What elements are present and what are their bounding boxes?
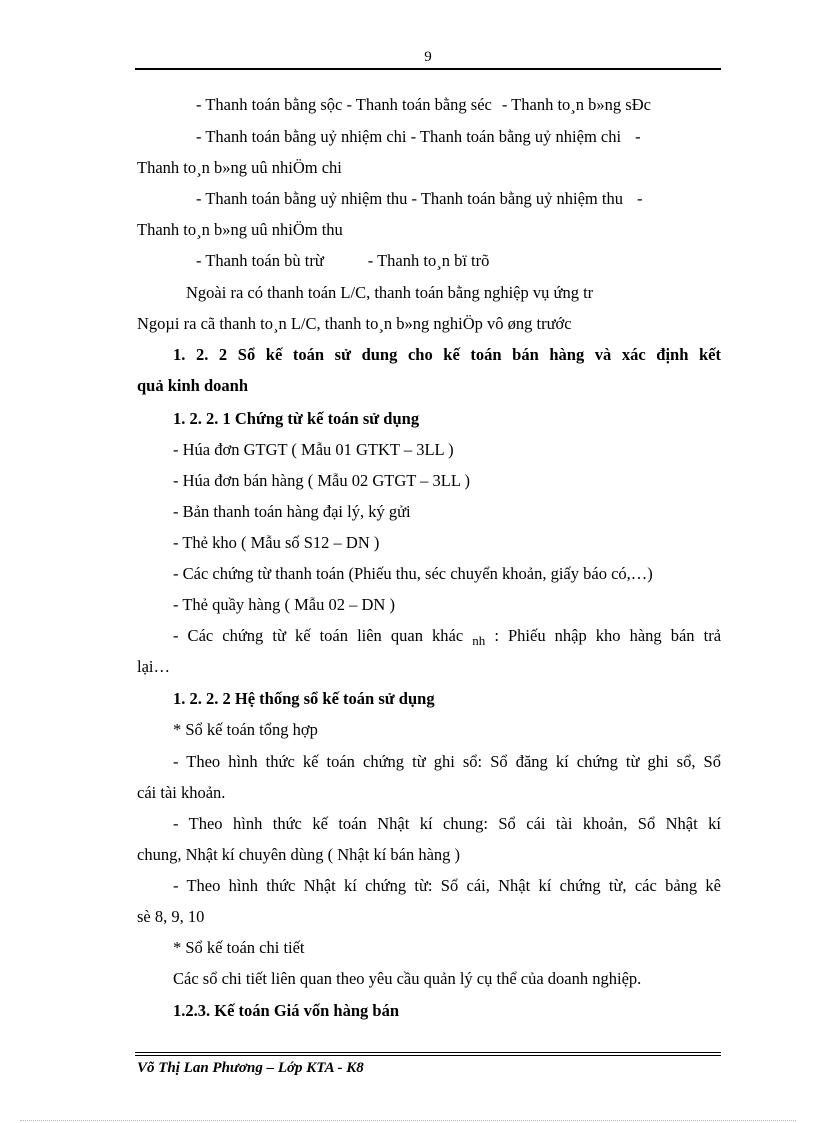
doc-item-vat-invoice: - Húa đơn GTGT ( Mẫu 01 GTKT – 3LL ): [173, 440, 454, 459]
doc-item-stock-card: - Thẻ kho ( Mẫu số S12 – DN ): [173, 533, 380, 552]
payment-cheque-text: - Thanh toán bằng sộc - Thanh toán bằng séc: [196, 95, 492, 114]
payment-offset-garbled: - Thanh to¸n bï trõ: [367, 251, 490, 270]
payment-collection-dash: -: [636, 189, 643, 208]
section-heading-1-2-2-2: 1. 2. 2. 2 Hệ thống sổ kế toán sử dụng: [173, 689, 435, 708]
payment-line-cheque: [196, 95, 651, 115]
payment-transfer-garbled: Thanh to¸n b»ng uû nhiÖm chi: [137, 158, 342, 177]
doc-item-agent-settlement: - Bản thanh toán hàng đại lý, ký gửi: [173, 502, 411, 521]
section-heading-1-2-2: 1. 2. 2 Sổ kế toán sử dung cho kế toán bán hàng và xác định kết: [173, 345, 721, 364]
payment-cheque-garbled: - Thanh to¸n b»ng sÐc: [501, 95, 651, 114]
ledger-form-journal-voucher: - Theo hình thức Nhật kí chứng từ: Sổ cái, Nhật kí chứng từ, các bảng kê: [173, 876, 721, 895]
ledger-general-label: * Sổ kế toán tổng hợp: [173, 720, 318, 739]
related-vouchers-rest: : Phiếu nhập kho hàng bán trả: [494, 626, 722, 645]
footer-rule-bottom: [135, 1055, 721, 1056]
doc-item-payment-vouchers: - Các chứng từ thanh toán (Phiếu thu, séc chuyển khoản, giấy báo có,…): [173, 564, 653, 583]
payment-transfer-text: - Thanh toán bằng uỷ nhiệm chi - Thanh toán bằng uỷ nhiệm chi: [196, 127, 622, 146]
section-heading-1-2-2-cont: quả kinh doanh: [137, 376, 248, 395]
page-footer: Võ Thị Lan Phương – Lớp KTA - K8: [137, 1060, 364, 1076]
page-bottom-dotted-border: [20, 1120, 796, 1121]
section-heading-1-2-2-1: 1. 2. 2. 1 Chứng từ kế toán sử dụng: [173, 409, 420, 428]
lc-paragraph-garbled: Ngoµi ra cã thanh to¸n L/C, thanh to¸n b»ng nghiÖp vô øng trước: [137, 314, 572, 333]
ledger-form-general-journal-cont: chung, Nhật kí chuyên dùng ( Nhật kí bán hàng ): [137, 845, 461, 864]
ledger-detail-label: * Sổ kế toán chi tiết: [173, 938, 305, 957]
related-vouchers-text: - Các chứng từ kế toán liên quan khác: [173, 626, 464, 645]
doc-item-counter-card: - Thẻ quầy hàng ( Mẫu 02 – DN ): [173, 595, 395, 614]
payment-collection-garbled: Thanh to¸n b»ng uû nhiÖm thu: [137, 220, 343, 239]
section-heading-1-2-3: 1.2.3. Kế toán Giá vốn hàng bán: [173, 1001, 400, 1020]
ledger-detail-text: Các sổ chi tiết liên quan theo yêu cầu quản lý cụ thể của doanh nghiệp.: [173, 969, 642, 988]
doc-item-related-vouchers-cont: lại…: [137, 657, 170, 676]
lc-paragraph: Ngoài ra có thanh toán L/C, thanh toán bằng nghiệp vụ ứng tr: [186, 283, 594, 302]
ledger-form-general-journal: - Theo hình thức kế toán Nhật kí chung: Sổ cái tài khoản, Sổ Nhật kí: [173, 814, 721, 833]
related-vouchers-sub: nh: [472, 633, 486, 648]
ledger-form-voucher: - Theo hình thức kế toán chứng từ ghi sổ: Sổ đăng kí chứng từ ghi sổ, Sổ: [173, 752, 721, 771]
ledger-form-journal-voucher-cont: sè 8, 9, 10: [137, 907, 205, 926]
payment-transfer-dash: -: [635, 127, 641, 146]
header-rule: [135, 68, 721, 70]
payment-offset-text: - Thanh toán bù trừ: [196, 251, 324, 270]
page-number: 9: [424, 49, 432, 65]
doc-item-sales-invoice: - Húa đơn bán hàng ( Mẫu 02 GTGT – 3LL ): [173, 471, 470, 490]
payment-line-transfer: [196, 127, 641, 147]
payment-collection-text: - Thanh toán bằng uỷ nhiệm thu - Thanh toán bằng uỷ nhiệm thu: [196, 189, 623, 208]
ledger-form-voucher-cont: cái tài khoản.: [137, 783, 226, 802]
payment-line-offset: [196, 251, 489, 271]
footer-rule-top: [135, 1052, 721, 1053]
doc-item-related-vouchers: [173, 626, 721, 651]
payment-line-collection: [196, 189, 642, 209]
